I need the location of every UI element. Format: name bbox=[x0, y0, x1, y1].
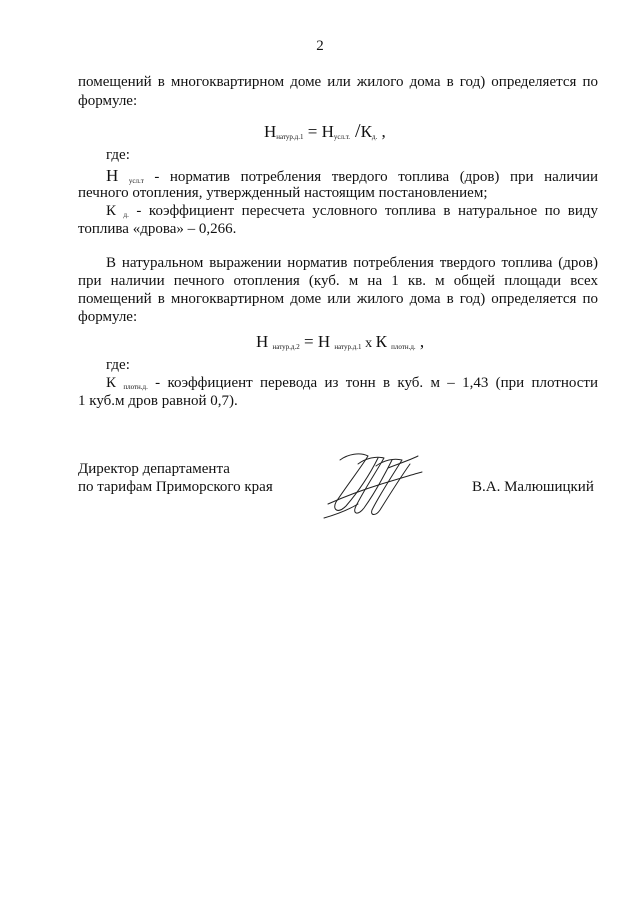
def2-text1: - коэффициент пересчета условного топлива в натуральное по виду bbox=[128, 203, 598, 219]
formula1-rhs1: Н bbox=[321, 122, 334, 141]
para2-line2: при наличии печного отопления (куб. м на 1 кв. м общей площади всех bbox=[78, 273, 598, 289]
def1-line2: печного отопления, утвержденный настоящим постановлением; bbox=[78, 185, 488, 201]
formula1-eq: = bbox=[303, 122, 322, 141]
formula-2 bbox=[256, 332, 424, 352]
signatory-position-line2: по тарифам Приморского края bbox=[78, 479, 273, 495]
def3-line2: 1 куб.м дров равной 0,7). bbox=[78, 393, 238, 409]
para1-line1: помещений в многоквартирном доме или жилого дома в год) определяется по bbox=[78, 74, 598, 90]
def3-symbol: К bbox=[106, 375, 117, 391]
def2-line2: топлива «дрова» – 0,266. bbox=[78, 221, 237, 237]
formula1-rhs2-sub: д. bbox=[371, 133, 378, 141]
where-label-1: где: bbox=[106, 147, 130, 163]
formula1-end: , bbox=[377, 122, 386, 141]
formula2-rhs1: Н bbox=[317, 332, 331, 351]
where-label-2: где: bbox=[106, 357, 130, 373]
para2-line1: В натуральном выражении норматив потребления твердого топлива (дров) bbox=[106, 255, 598, 271]
formula1-lhs: Н bbox=[264, 122, 277, 141]
signatory-name: В.А. Малюшицкий bbox=[472, 479, 594, 495]
formula1-rhs1-sub: усл.т. bbox=[333, 133, 350, 141]
formula2-eq: = bbox=[299, 332, 318, 351]
handwritten-signature bbox=[318, 444, 428, 526]
formula2-rhs1-sub: натур.д.1 bbox=[334, 343, 362, 351]
formula1-lhs-sub: натур.д.1 bbox=[276, 133, 304, 141]
para1-line2: формуле: bbox=[78, 93, 138, 109]
para2-line4: формуле: bbox=[78, 309, 138, 325]
formula2-lhs-sub: натур.д.2 bbox=[272, 343, 300, 351]
def1-sub: усл.т bbox=[128, 177, 144, 185]
para2-line3: помещений в многоквартирном доме или жилого дома в год) определяется по bbox=[78, 291, 598, 307]
signatory-position-line1: Директор департамента bbox=[78, 461, 230, 477]
def1-symbol: Н bbox=[106, 166, 119, 185]
def2-sub: д. bbox=[123, 211, 129, 219]
formula1-div: / bbox=[350, 120, 361, 142]
page-number: 2 bbox=[316, 38, 324, 54]
formula2-lhs: Н bbox=[256, 332, 269, 351]
def2-symbol: К bbox=[106, 203, 117, 219]
formula-1 bbox=[264, 120, 386, 143]
def3-sub: плотн.д. bbox=[123, 383, 148, 391]
formula2-rhs2-sub: плотн.д. bbox=[391, 343, 416, 351]
def1-text1: - норматив потребления твердого топлива (дров) при наличии bbox=[143, 169, 599, 185]
def3-text1: - коэффициент перевода из тонн в куб. м – 1,43 (при плотности bbox=[147, 375, 598, 391]
formula2-rhs2: К bbox=[375, 332, 387, 351]
formula2-mult: х bbox=[361, 336, 376, 351]
formula1-rhs2: К bbox=[360, 122, 372, 141]
formula2-end: , bbox=[415, 332, 425, 351]
